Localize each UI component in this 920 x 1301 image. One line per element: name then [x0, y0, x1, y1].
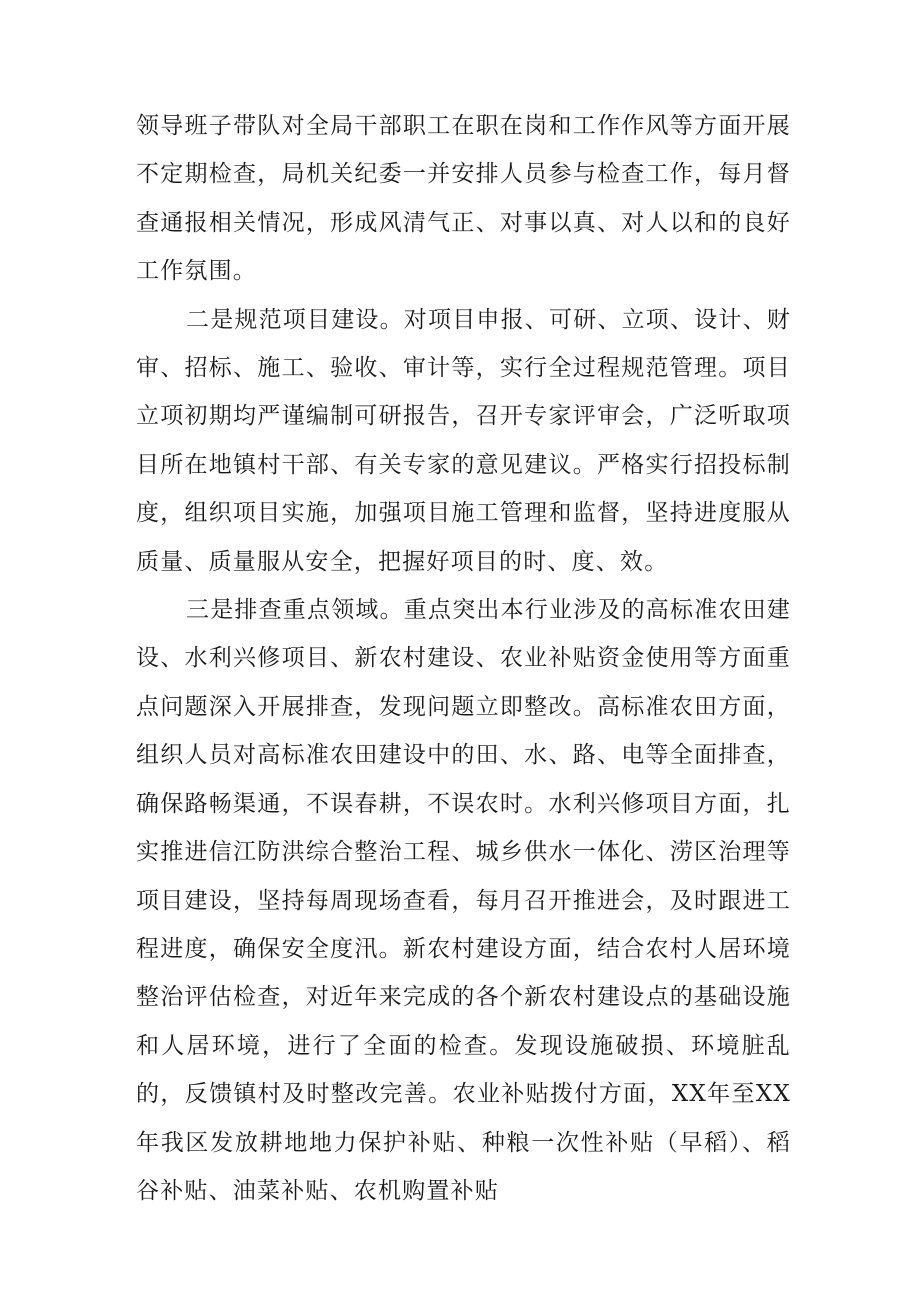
paragraph-project-construction: 二是规范项目建设。对项目申报、可研、立项、设计、财审、招标、施工、验收、审计等，实行全过程规范管理。项目立项初期均严谨编制可研报告，召开专家评审会，广泛听取项目所在地镇村干部、有关专家的意见建议。严格实行招投标制度，组织项目实施，加强项目施工管理和监督，坚持进度服从质量、质量服从安全，把握好项目的时、度、效。 [136, 306, 791, 575]
paragraph-key-areas-inspection: 三是排查重点领域。重点突出本行业涉及的高标准农田建设、水利兴修项目、新农村建设、农业补贴资金使用等方面重点问题深入开展排查，发现问题立即整改。高标准农田方面，组织人员对高标准农田建设中的田、水、路、电等全面排查，确保路畅渠通，不误春耕，不误农时。水利兴修项目方面，扎实推进信江防洪综合整治工程、城乡供水一体化、涝区治理等项目建设，坚持每周现场查看，每月召开推进会，及时跟进工程进度，确保安全度汛。新农村建设方面，结合农村人居环境整治评估检查，对近年来完成的各个新农村建设点的基础设施和人居环境，进行了全面的检查。发现设施破损、环境脏乱的，反馈镇村及时整改完善。农业补贴拨付方面，XX年至XX年我区发放耕地地力保护补贴、种粮一次性补贴（早稻）、稻谷补贴、油菜补贴、农机购置补贴 [136, 597, 791, 1204]
paragraph-continued: 领导班子带队对全局干部职工在职在岗和工作作风等方面开展不定期检查，局机关纪委一并安排人员参与检查工作，每月督查通报相关情况，形成风清气正、对事以真、对人以和的良好工作氛围。 [136, 113, 791, 285]
document-body [136, 102, 791, 1215]
